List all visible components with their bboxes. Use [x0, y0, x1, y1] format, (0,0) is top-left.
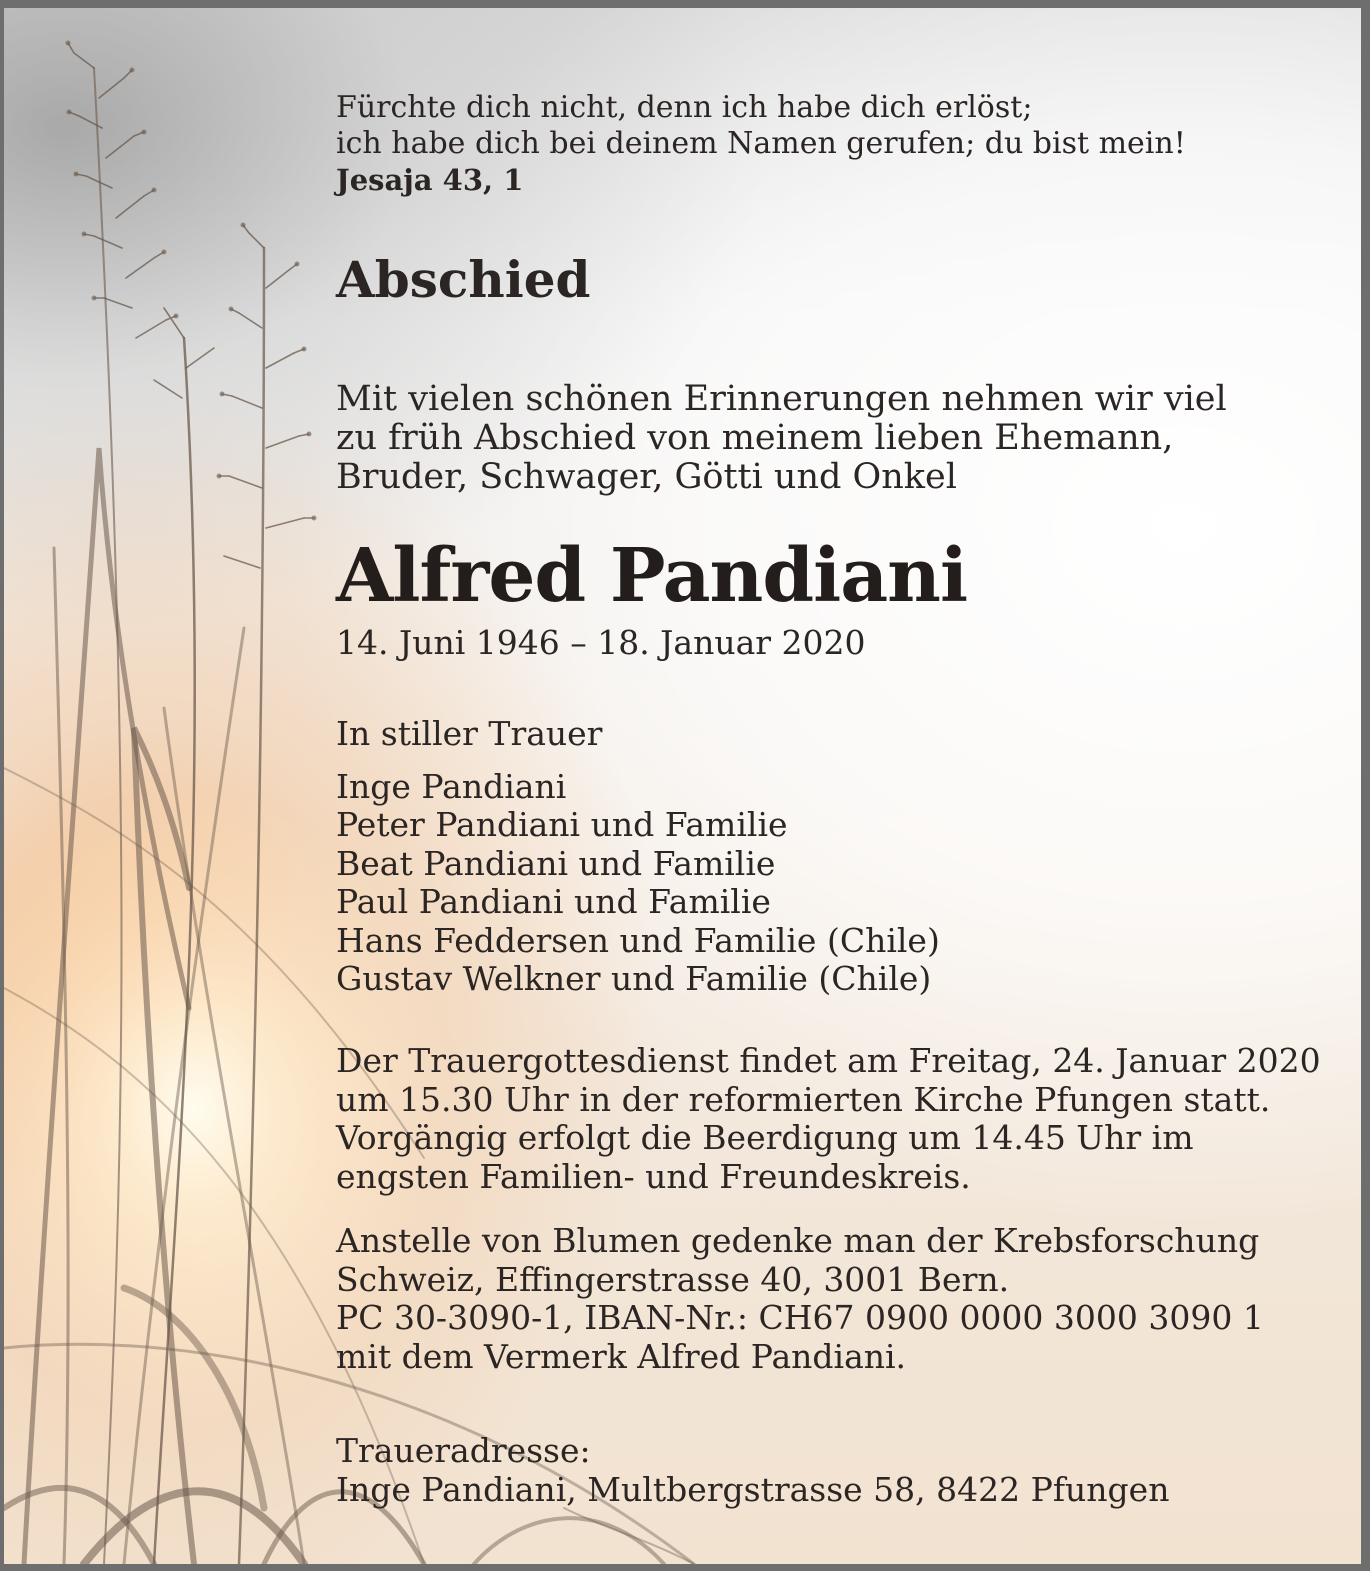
intro-line: Mit vielen schönen Erinnerungen nehmen wir viel [336, 379, 1227, 419]
intro-line: zu früh Abschied von meinem lieben Ehemann, [336, 418, 1174, 458]
mourner-item: Hans Feddersen und Familie (Chile) [336, 920, 940, 960]
intro-text [336, 380, 1336, 497]
obituary-card [4, 8, 1361, 1564]
service-info [336, 1042, 1336, 1196]
heading: Abschied [336, 250, 591, 309]
donation-line: Anstelle von Blumen gedenke man der Krebsforschung [336, 1221, 1260, 1260]
donation-line: PC 30-3090-1, IBAN-Nr.: CH67 0900 0000 3000 3090 1 [336, 1298, 1264, 1337]
mourners-list [336, 768, 1336, 998]
mourner-item: Beat Pandiani und Familie [336, 843, 776, 883]
mourner-item: Paul Pandiani und Familie [336, 882, 771, 922]
verse-line: ich habe dich bei deinem Namen gerufen; du bist mein! [336, 126, 1186, 161]
mourning-title: In stiller Trauer [336, 714, 603, 753]
service-line: um 15.30 Uhr in der reformierten Kirche Pfungen statt. [336, 1079, 1271, 1119]
service-line: Vorgängig erfolgt die Beerdigung um 14.45 Uhr im [336, 1118, 1194, 1157]
mourning-address [336, 1432, 1336, 1509]
mourner-item: Gustav Welkner und Familie (Chile) [336, 959, 932, 999]
bible-verse [336, 90, 1336, 198]
verse-reference: Jesaja 43, 1 [336, 163, 524, 197]
life-dates: 14. Juni 1946 – 18. Januar 2020 [336, 623, 866, 662]
donation-line: Schweiz, Effingerstrasse 40, 3001 Bern. [336, 1259, 1010, 1299]
address-value: Inge Pandiani, Multbergstrasse 58, 8422 Pfungen [336, 1469, 1170, 1509]
service-line: engsten Familien- und Freundeskreis. [336, 1156, 971, 1196]
verse-line: Fürchte dich nicht, denn ich habe dich erlöst; [336, 90, 1033, 125]
deceased-name: Alfred Pandiani [336, 533, 968, 619]
donation-info [336, 1222, 1336, 1376]
donation-line: mit dem Vermerk Alfred Pandiani. [336, 1336, 907, 1376]
service-line: Der Trauergottesdienst findet am Freitag, 24. Januar 2020 [336, 1041, 1321, 1080]
mourner-item: Inge Pandiani [336, 767, 567, 806]
address-label: Traueradresse: [336, 1431, 591, 1470]
mourner-item: Peter Pandiani und Familie [336, 805, 788, 845]
intro-line: Bruder, Schwager, Götti und Onkel [336, 457, 957, 497]
